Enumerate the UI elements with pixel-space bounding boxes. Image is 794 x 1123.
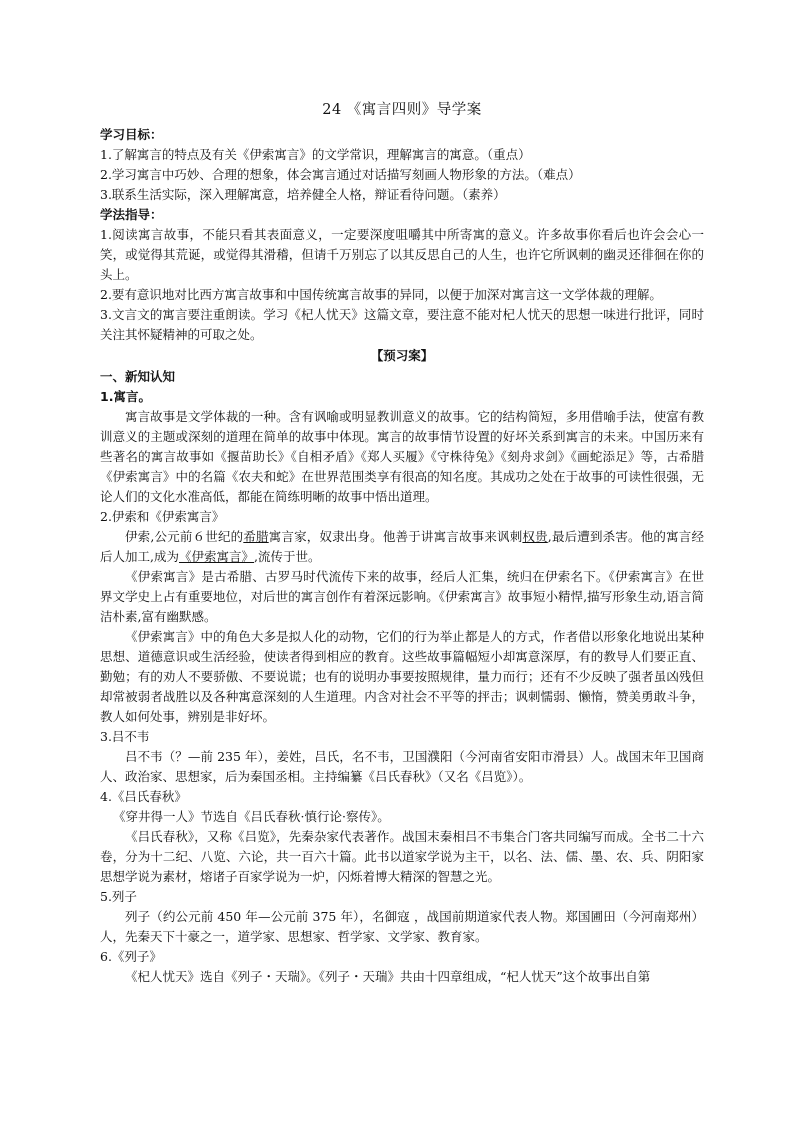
method-heading: 学法指导： — [100, 207, 163, 222]
part1-heading: 一、新知认知 — [100, 369, 176, 384]
s2-text: ,最后遭到杀害。他的寓言经后人加工,成为 — [100, 529, 704, 564]
section-2-paragraph-3: 《伊索寓言》中的角色大多是拟人化的动物，它们的行为举止都是人的方式，作者借以形象化地说出某种思想、道德意识或生活经验，使读者得到相应的教育。这些故事篇幅短小却寓意深厚，有的教导人们要正直、勤勉；有的劝人不要骄傲、不要说谎；也有的说明办事要按照规律，量力而行；还有不少反映了强者虽凶残但却常被弱者战胜以及各种寓意深刻的人生道理。内含对社会不平等的抨击；讽刺懦弱、懒惰，赞美勇敢斗争，教人如何处事，辨别是非好坏。 — [100, 629, 704, 724]
goals-heading: 学习目标： — [100, 127, 163, 142]
section-1-heading: 1.寓言。 — [100, 389, 151, 404]
s2-text: 伊索,公元前６世纪的 — [125, 529, 244, 544]
method-item: 3.文言文的寓言要注重朗读。学习《杞人忧天》这篇文章，要注意不能对杞人忧天的思想一味进行批评，同时关注其怀疑精神的可取之处。 — [100, 307, 704, 342]
goal-item: 3.联系生活实际，深入理解寓意，培养健全人格，辩证看待问题。（素养） — [100, 187, 506, 202]
preview-heading: 【预习案】 — [370, 348, 434, 363]
page-title: 24 《寓言四则》导学案 — [322, 102, 482, 118]
goal-item: 2.学习寓言中巧妙、合理的想象，体会寓言通过对话描写刻画人物形象的方法。（难点） — [100, 167, 581, 182]
section-1-text: 寓言故事是文学体裁的一种。含有讽喻或明显教训意义的故事。它的结构简短，多用借喻手法，使富有教训意义的主题或深刻的道理在简单的故事中体现。寓言的故事情节设置的好坏关系到寓言的未来。中国历来有些著名的寓言故事如《揠苗助长》《自相矛盾》《郑人买履》《守株待兔》《刻舟求剑》《画蛇添足》等，古希腊《伊索寓言》中的名篇《农夫和蛇》在世界范围类享有很高的知名度。其成功之处在于故事的可读性很强，无论人们的文化水准高低，都能在简练明晰的故事中悟出道理。 — [100, 409, 704, 504]
section-2-paragraph-2: 《伊索寓言》是古希腊、古罗马时代流传下来的故事，经后人汇集，统归在伊索名下。《伊索寓言》在世界文学史上占有重要地位，对后世的寓言创作有着深远影响。《伊索寓言》故事短小精悍,描写形象生动,语言简洁朴素,富有幽默感。 — [100, 569, 704, 624]
s2-underlined: 权贵 — [522, 529, 548, 544]
s2-underlined: 《伊索寓言》 — [178, 549, 254, 564]
s2-text: ,流传于世。 — [254, 549, 321, 564]
section-4-paragraph-2: 《吕氏春秋》，又称《吕览》，先秦杂家代表著作。战国末秦相吕不韦集合门客共同编写而成。全书二十六卷，分为十二纪、八览、六论，共一百六十篇。此书以道家学说为主干，以名、法、儒、墨、农、兵、阴阳家思想学说为素材，熔诸子百家学说为一炉，闪烁着博大精深的智慧之光。 — [100, 829, 704, 884]
method-item: 1.阅读寓言故事，不能只看其表面意义，一定要深度咀嚼其中所寄寓的意义。许多故事你看后也许会会心一笑，或觉得其荒诞，或觉得其滑稽，但请千万别忘了以其反思自己的人生，也许它所讽刺的幽灵还徘徊在你的头上。 — [100, 227, 704, 282]
section-3-heading: 3.吕不韦 — [100, 729, 150, 744]
section-5-heading: 5.列子 — [100, 889, 137, 904]
method-item: 2.要有意识地对比西方寓言故事和中国传统寓言故事的异同，以便于加深对寓言这一文学体裁的理解。 — [100, 287, 662, 302]
section-4-heading: 4.《吕氏春秋》 — [100, 789, 187, 804]
section-2-paragraph-1 — [100, 527, 704, 567]
document-page — [100, 92, 704, 987]
section-3-text: 吕不韦（？—前 235 年），姜姓，吕氏，名不韦，卫国濮阳（今河南省安阳市滑县）人。战国末年卫国商人、政治家、思想家，后为秦国丞相。主持编纂《吕氏春秋》（又名《吕览》）。 — [100, 749, 704, 784]
section-6-heading: 6.《列子》 — [100, 949, 162, 964]
goal-item: 1.了解寓言的特点及有关《伊索寓言》的文学常识，理解寓言的寓意。（重点） — [100, 147, 531, 162]
s2-underlined: 希腊 — [243, 529, 269, 544]
s2-text: 寓言家，奴隶出身。他善于讲寓言故事来讽刺 — [268, 529, 523, 544]
section-2-heading: 2.伊索和《伊索寓言》 — [100, 509, 225, 524]
section-4-paragraph-1: 《穿井得一人》节选自《吕氏春秋·慎行论·察传》。 — [113, 809, 390, 824]
section-6-text: 《杞人忧天》选自《列子・天瑞》。《列子・天瑞》共由十四章组成，“杞人忧天”这个故事出自第 — [125, 969, 651, 984]
section-5-text: 列子（约公元前 450 年—公元前 375 年），名御寇 ，战国前期道家代表人物。郑国圃田（今河南郑州）人，先秦天下十豪之一，道学家、思想家、哲学家、文学家、教育家。 — [100, 909, 704, 944]
